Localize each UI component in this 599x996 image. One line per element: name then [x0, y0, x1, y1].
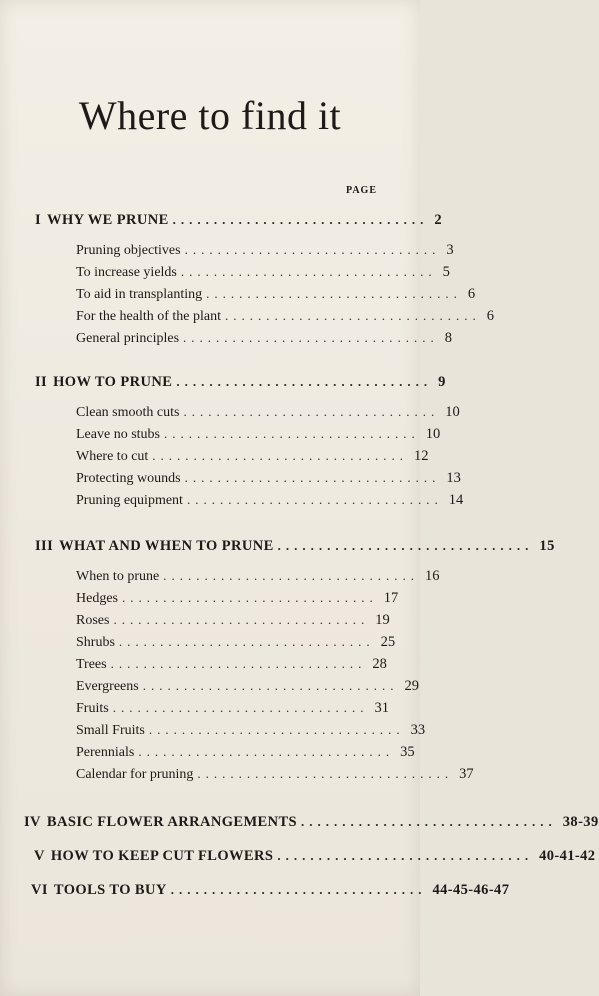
dot-leader: ............................... [172, 212, 429, 227]
entry-title: For the health of the plant [76, 309, 222, 324]
section-numeral: IV [24, 814, 41, 830]
page-column-header: PAGE [345, 185, 377, 196]
dot-leader: ............................... [197, 766, 454, 781]
entry-title: Pruning objectives [76, 243, 181, 258]
dot-leader: ............................... [183, 330, 439, 345]
toc-entry [76, 308, 495, 325]
section-page: 15 [539, 538, 555, 554]
entry-page: 33 [410, 722, 426, 738]
entry-title: Calendar for pruning [76, 767, 194, 782]
dot-leader: ............................... [206, 286, 462, 301]
section-numeral: II [35, 374, 48, 390]
toc-entry [76, 678, 419, 695]
entry-title: Fruits [76, 701, 109, 716]
toc-entry [76, 448, 429, 465]
section-title: TOOLS TO BUY [53, 882, 167, 898]
toc-entry [76, 264, 450, 281]
section-title: HOW TO PRUNE [53, 374, 173, 390]
dot-leader: ............................... [113, 612, 370, 627]
dot-leader: ............................... [184, 470, 441, 485]
entry-title: To increase yields [76, 265, 177, 280]
toc-entry [76, 404, 460, 421]
dot-leader: ............................... [163, 568, 419, 583]
section-page: 2 [434, 212, 443, 228]
dot-leader: ............................... [277, 848, 534, 863]
entry-page: 12 [414, 448, 429, 464]
entry-page: 35 [400, 744, 415, 760]
toc-entry [76, 492, 464, 509]
toc-section-3 [35, 538, 555, 555]
toc-entry [76, 700, 389, 717]
entry-title: General principles [76, 331, 180, 346]
entry-title: Perennials [76, 745, 135, 760]
entry-page: 17 [383, 590, 399, 606]
dot-leader: ............................... [180, 264, 437, 279]
entry-title: Hedges [76, 591, 118, 606]
toc-entry [76, 766, 474, 783]
dot-leader: ............................... [301, 814, 557, 829]
dot-leader: ............................... [110, 656, 367, 671]
toc-entry [76, 286, 476, 303]
toc-entry [76, 426, 441, 443]
entry-title: When to prune [76, 569, 160, 584]
section-page: 38-39 [562, 814, 599, 830]
dot-leader: ............................... [186, 492, 443, 507]
entry-page: 14 [448, 492, 464, 508]
entry-page: 6 [486, 308, 495, 324]
section-numeral: VI [31, 882, 48, 898]
entry-title: Shrubs [76, 635, 115, 650]
toc-section-2 [35, 374, 446, 391]
entry-page: 28 [372, 656, 387, 672]
toc-entry [76, 568, 440, 585]
section-title: HOW TO KEEP CUT FLOWERS [50, 848, 274, 864]
section-numeral: I [35, 212, 42, 228]
entry-title: Trees [76, 657, 107, 672]
entry-page: 10 [425, 426, 441, 442]
section-title: WHY WE PRUNE [47, 212, 169, 228]
entry-page: 16 [424, 568, 440, 584]
toc-section-1 [35, 212, 443, 229]
dot-leader: ............................... [148, 722, 405, 737]
toc-entry [76, 330, 453, 347]
toc-entry [76, 470, 461, 487]
dot-leader: ............................... [225, 308, 481, 323]
section-numeral: III [35, 538, 54, 554]
entry-title: Small Fruits [76, 723, 145, 738]
entry-page: 19 [375, 612, 390, 628]
dot-leader: ............................... [163, 426, 420, 441]
dot-leader: ............................... [142, 678, 399, 693]
section-title: WHAT AND WHEN TO PRUNE [59, 538, 274, 554]
entry-page: 5 [442, 264, 450, 280]
toc-entry [76, 242, 454, 259]
section-page: 9 [438, 374, 446, 390]
section-numeral: V [34, 848, 45, 864]
entry-title: Pruning equipment [76, 493, 183, 508]
section-page: 44-45-46-47 [432, 882, 510, 898]
dot-leader: ............................... [138, 744, 395, 759]
dot-leader: ............................... [112, 700, 369, 715]
toc-entry [76, 744, 415, 761]
toc-entry [76, 656, 387, 673]
dot-leader: ............................... [122, 590, 378, 605]
entry-page: 13 [446, 470, 461, 486]
entry-page: 6 [467, 286, 476, 302]
toc-entry [76, 634, 396, 651]
entry-title: Where to cut [76, 449, 149, 464]
page-title: Where to find it [78, 93, 342, 138]
section-page: 40-41-42 [539, 848, 596, 864]
dot-leader: ............................... [118, 634, 375, 649]
entry-title: Evergreens [76, 679, 139, 694]
section-title: BASIC FLOWER ARRANGEMENTS [46, 814, 298, 830]
entry-page: 8 [444, 330, 453, 346]
entry-page: 25 [380, 634, 396, 650]
dot-leader: ............................... [152, 448, 409, 463]
toc-entry [76, 590, 399, 607]
dot-leader: ............................... [184, 242, 441, 257]
toc-entry [76, 612, 390, 629]
entry-title: Leave no stubs [76, 427, 160, 442]
dot-leader: ............................... [176, 374, 433, 389]
entry-page: 29 [404, 678, 419, 694]
dot-leader: ............................... [183, 404, 440, 419]
toc-section-4 [24, 814, 599, 831]
entry-title: To aid in transplanting [76, 287, 203, 302]
entry-page: 3 [446, 242, 454, 258]
toc-section-5 [34, 848, 596, 865]
entry-title: Clean smooth cuts [76, 405, 180, 420]
dot-leader: ............................... [277, 538, 534, 553]
dot-leader: ............................... [170, 882, 427, 897]
entry-title: Roses [76, 613, 110, 628]
entry-page: 31 [374, 700, 389, 716]
entry-title: Protecting wounds [76, 471, 181, 486]
entry-page: 10 [445, 404, 460, 420]
toc-section-6 [31, 882, 510, 899]
entry-page: 37 [459, 766, 474, 782]
toc-entry [76, 722, 426, 739]
